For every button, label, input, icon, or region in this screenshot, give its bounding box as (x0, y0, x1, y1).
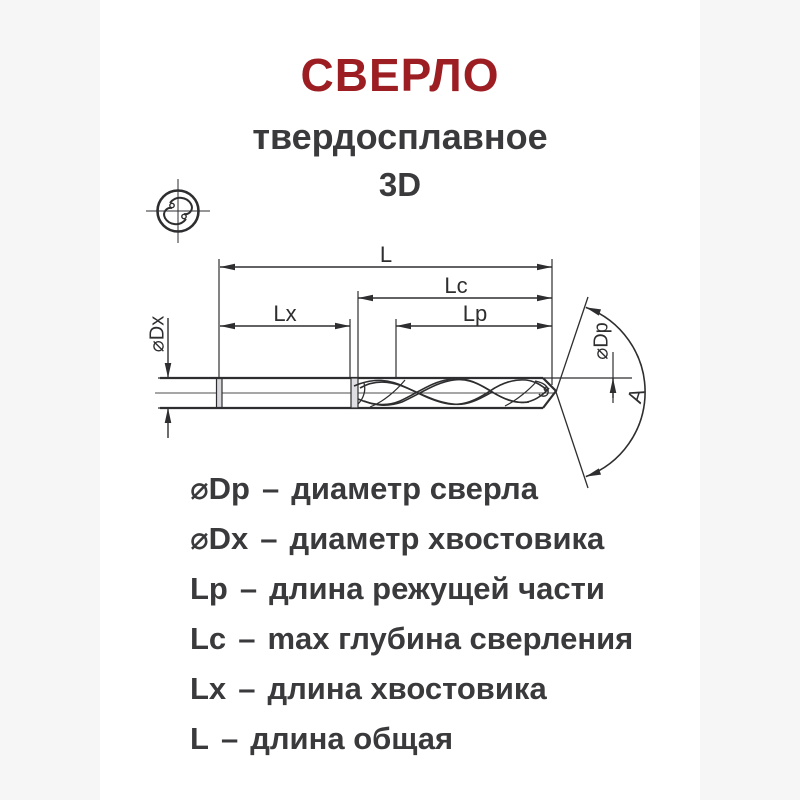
legend-definition: длина общая (250, 721, 454, 756)
legend-separator: – (220, 721, 239, 756)
legend-separator: – (262, 471, 280, 506)
drill-body (155, 378, 556, 408)
dim-label-shank-length: Lx (273, 301, 297, 326)
legend (190, 470, 633, 770)
legend-term: ⌀Dp (190, 471, 250, 506)
drill-end-view-icon (146, 179, 210, 243)
dim-label-drill-diameter: ⌀Dp (590, 322, 613, 360)
dim-label-overall-length: L (379, 242, 393, 267)
legend-row-lc (190, 620, 633, 657)
legend-definition: длина хвостовика (267, 671, 547, 706)
legend-row-dx (190, 520, 633, 557)
legend-term: Lp (190, 571, 228, 606)
dimension-shank-length (220, 319, 350, 377)
subtitle-3d: 3D (378, 166, 422, 203)
legend-definition: диаметр хвостовика (289, 521, 605, 556)
legend-separator: – (239, 571, 258, 606)
shank-end-cap (217, 378, 223, 408)
dimension-drill-diameter (543, 352, 632, 403)
subtitle-material: твердосплавное (252, 116, 548, 157)
legend-term: L (190, 721, 209, 756)
legend-row-l (190, 720, 633, 757)
legend-definition: диаметр сверла (291, 471, 538, 506)
legend-term: Lc (190, 621, 227, 656)
dimension-cutting-length (396, 319, 552, 377)
legend-row-dp (190, 470, 633, 507)
legend-row-lx (190, 670, 633, 707)
dim-label-point-angle: A (623, 385, 650, 407)
legend-definition: длина режущей части (269, 571, 605, 606)
legend-separator: – (238, 621, 256, 656)
shank-flute-junction (351, 378, 358, 408)
legend-separator: – (238, 671, 256, 706)
legend-separator: – (260, 521, 278, 556)
dim-label-cutting-length: Lp (462, 301, 488, 326)
dimension-overall-length (219, 259, 552, 385)
legend-term: Lx (190, 671, 227, 706)
legend-term: ⌀Dx (190, 521, 249, 556)
dimension-max-depth (358, 291, 552, 377)
dim-label-shank-diameter: ⌀Dx (146, 315, 169, 353)
legend-row-lp (190, 570, 633, 607)
dim-label-max-depth: Lc (444, 273, 468, 298)
legend-definition: max глубина сверления (267, 621, 634, 656)
page-title: СВЕРЛО (300, 49, 500, 101)
